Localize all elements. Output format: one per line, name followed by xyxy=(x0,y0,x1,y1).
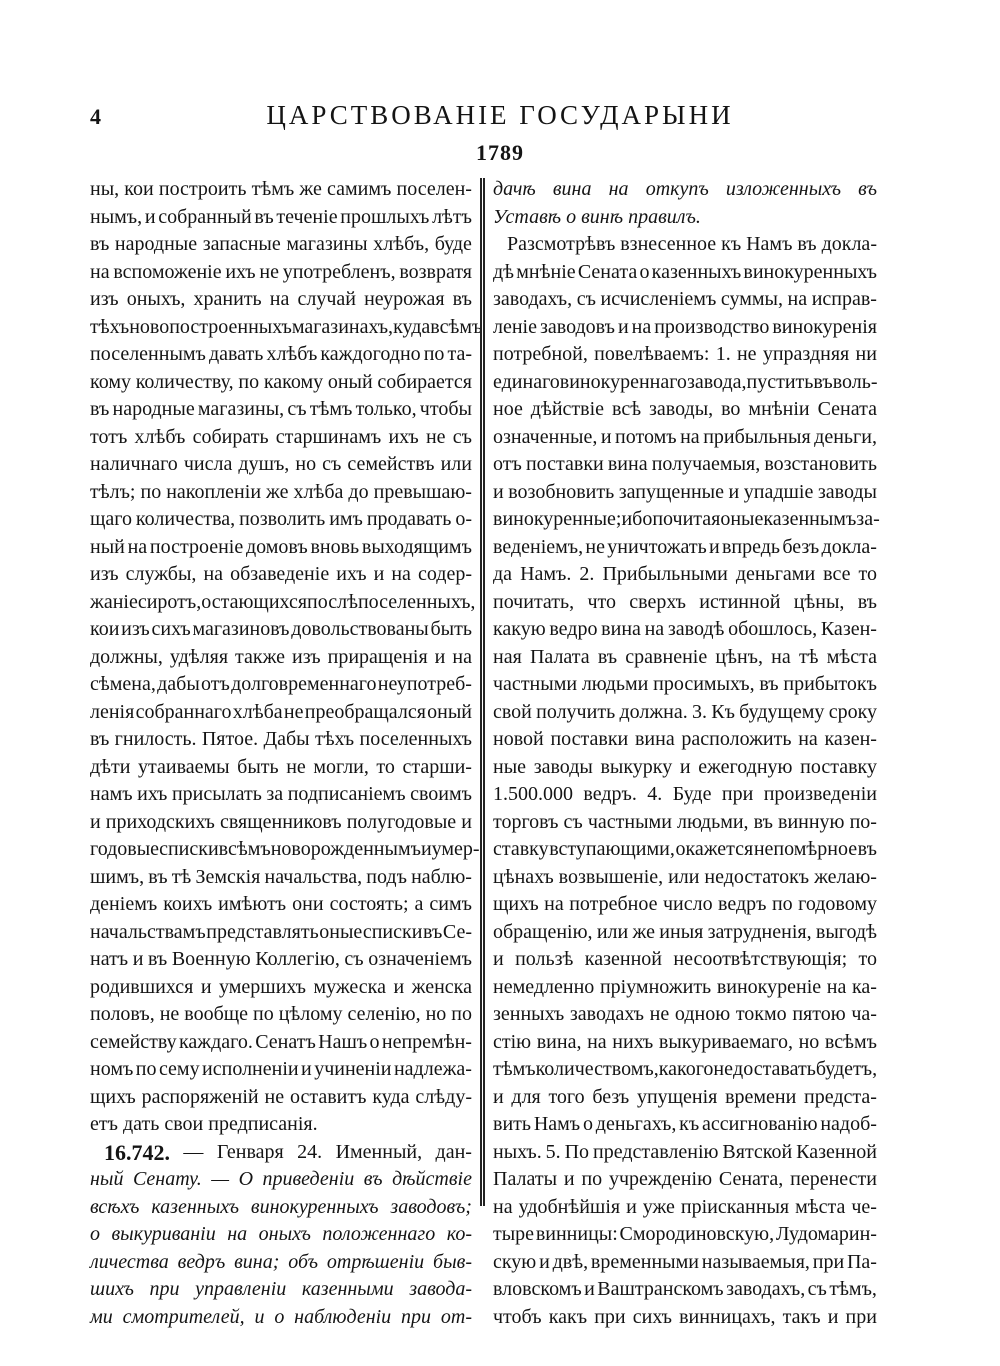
text-line: наличнаго числа душъ, но съ семействъ или xyxy=(90,453,472,475)
text-line: ные заводы выкурку и ежегодную поставку xyxy=(493,755,877,778)
text-line: отъ поставки вина получаемыя, возстановить xyxy=(493,453,877,475)
column-divider xyxy=(480,178,485,1206)
text-line: немедленно пріумножить винокуреніе на ка- xyxy=(493,975,877,998)
text-line: щихъ распоряженій не оставитъ куда слѣду- xyxy=(90,1085,472,1108)
text-line: заводахъ, съ исчисленіемъ суммы, на исправ- xyxy=(493,288,877,310)
text-line: потребной, повелѣваемъ: 1. не упраздняя ни xyxy=(493,343,877,365)
text-line: обращенію, или же иныя затрудненія, выгодѣ xyxy=(493,920,877,943)
text-line: торговъ съ частными людьми, въ винную по- xyxy=(493,810,877,833)
text-line: 16.742. — Генваря 24. Именный, дан- xyxy=(104,1139,472,1165)
text-line: въ народные запасные магазины хлѣбъ, буде xyxy=(90,233,472,255)
text-line: кои изъ сихъ магазиновъ довольствованы быть xyxy=(90,618,472,640)
text-line: и возобновить запущенные и упадшіе заводы xyxy=(493,480,877,503)
text-line: ный на построеніе домовъ вновь выходящимъ xyxy=(90,535,472,558)
text-line: почитать, что сверхъ истинной цѣны, въ xyxy=(493,590,877,613)
text-line: ны, кои построить тѣмъ же самимъ поселен- xyxy=(90,178,472,200)
text-line: изъ оныхъ, хранить на случай неурожая въ xyxy=(90,288,472,310)
text-line: о выкуриваніи на оныхъ положеннаго ко- xyxy=(90,1223,472,1245)
text-line: ленія собраннаго хлѣба не преобращался оный xyxy=(90,700,472,723)
text-line: единаго винокуреннаго завода, пустить въ воль- xyxy=(493,370,878,393)
text-line: ное дѣйствіе всѣ заводы, во мнѣніи Сената xyxy=(493,398,877,420)
text-line: Палаты и по учрежденію Сената, перенести xyxy=(493,1168,877,1190)
text-line: тѣмъ количествомъ, какого не доставать будетъ, xyxy=(493,1058,878,1080)
text-line: ный Сенату. — О приведеніи въ дѣйствіе xyxy=(90,1168,472,1190)
text-line: нымъ, и собранный въ теченіе прошлыхъ лѣтъ xyxy=(90,205,472,228)
text-line: ная Палата въ сравненіе цѣнъ, на тѣ мѣста xyxy=(493,645,877,668)
text-line: кому количеству, по какому оный собирается xyxy=(90,370,472,393)
text-line: стію вина, на нихъ выкуриваемаго, но всѣмъ xyxy=(493,1030,877,1053)
text-line: личества ведръ вина; объ отрѣшеніи быв- xyxy=(90,1250,472,1273)
right-text-column xyxy=(493,176,880,1331)
text-line: да Намъ. 2. Прибыльными деньгами все то xyxy=(493,563,877,585)
text-line: веденіемъ, не уничтожать и впредь безъ докла- xyxy=(493,535,877,558)
year-heading: 1789 xyxy=(476,140,524,165)
text-line: Разсмотрѣвъ взнесенное къ Намъ въ докла- xyxy=(507,233,877,255)
text-line: Уставѣ о винѣ правилъ. xyxy=(493,205,701,228)
text-line: етъ дать свои предписанія. xyxy=(90,1113,318,1135)
text-line: какую ведро вина на заводѣ обошлось, Казен- xyxy=(493,618,877,640)
text-line: дачѣ вина на откупъ изложенныхъ въ xyxy=(493,178,877,200)
text-line: намъ ихъ присылать за подписаніемъ своимъ xyxy=(90,783,472,805)
text-line: на удобнѣйшія и уже пріисканныя мѣста че- xyxy=(493,1195,877,1218)
text-line: частными людьми просимыхъ, въ прибытокъ xyxy=(493,673,877,695)
running-title: ЦАРСТВОВАНІЕ ГОСУДАРЫНИ xyxy=(266,100,734,130)
text-line: половъ, не вообще по цѣлому селенію, но по xyxy=(90,1003,472,1025)
text-line: поселеннымъ давать хлѣбъ каждогодно по та- xyxy=(90,343,472,365)
text-line: ми смотрителей, и о наблюденіи при от- xyxy=(90,1305,472,1328)
text-line: ныхъ. 5. По представленію Вятской Казенной xyxy=(493,1140,877,1163)
text-line: шихъ при управленіи казенными заводa- xyxy=(90,1278,472,1300)
text-line: вить Намъ о деньгахъ, къ ассигнованію надоб- xyxy=(493,1113,877,1135)
text-line: начальствамъ представлять оные списки въ Се- xyxy=(90,920,472,943)
page-number: 4 xyxy=(90,104,101,129)
text-line: 1.500.000 ведръ. 4. Буде при произведеніи xyxy=(493,783,877,805)
text-line: щихъ на потребное число ведръ по годовому xyxy=(493,893,877,915)
text-line: зенныхъ заводахъ не одною токмо пятою ча- xyxy=(493,1003,877,1025)
text-line: шимъ, въ тѣ Земскія начальства, подъ наблю- xyxy=(90,865,472,888)
text-line: изъ службы, на обзаведеніе ихъ и на содер- xyxy=(90,563,472,585)
text-line: и приходскихъ священниковъ полугодовые и xyxy=(90,810,472,833)
text-line: дѣти утаиваемы быть не могли, то старши- xyxy=(90,755,472,778)
text-line: деніемъ коихъ имѣютъ они состоять; а симъ xyxy=(90,893,472,915)
text-line: всѣхъ казенныхъ винокуренныхъ заводовъ; xyxy=(90,1195,472,1218)
text-line: новой поставки вина расположить на казен- xyxy=(493,728,877,750)
text-line: ставку вступающими, окажется непомѣрное въ xyxy=(493,838,877,860)
text-line: годовые списки всѣмъ новорожденнымъ и умер- xyxy=(90,838,480,860)
text-line: дѣ мнѣніе Сената о казенныхъ винокуренныхъ xyxy=(493,260,877,283)
text-line: свой получить должна. 3. Къ будущему сроку xyxy=(493,700,877,723)
text-line: на вспоможеніе ихъ не употребленъ, возвратя xyxy=(90,260,472,283)
text-line: сѣмена, дабы отъ долговременнаго неупотреб- xyxy=(90,673,472,695)
text-line: семейству каждаго. Сенатъ Нашъ о непремѣн- xyxy=(90,1030,472,1053)
text-line: и для того безъ упущенія времени предста- xyxy=(493,1085,877,1108)
left-text-column xyxy=(90,176,483,1331)
text-line: скую и двѣ, временными называемыя, при Па- xyxy=(493,1250,877,1273)
text-line: въ народные магазины, съ тѣмъ только, чтобы xyxy=(90,398,472,420)
text-line: вловскомъ и Ваштранскомъ заводахъ, съ тѣмъ, xyxy=(493,1278,877,1300)
text-line: леніе заводовъ и на производство винокуренія xyxy=(493,315,877,338)
text-line: цѣнахъ возвышеніе, или недостатокъ желаю- xyxy=(493,865,877,888)
text-line: означенные, и потомъ на прибыльныя деньги, xyxy=(493,425,877,448)
text-line: тѣхъ новопостроенныхъ магазинахъ, куда всѣмъ xyxy=(90,315,483,338)
text-line: тыре винницы: Смородиновскую, Лудомарин- xyxy=(493,1223,877,1245)
text-line: щаго количества, позволить имъ продавать о- xyxy=(90,508,472,530)
text-line: чтобъ какъ при сихъ винницахъ, такъ и при xyxy=(493,1305,877,1328)
text-line: родившихся и умершихъ мужеска и женска xyxy=(90,975,472,998)
text-line: въ гнилость. Пятое. Дабы тѣхъ поселенныхъ xyxy=(90,728,472,750)
text-line: натъ и въ Военную Коллегію, съ означеніемъ xyxy=(90,948,472,970)
text-line: должны, удѣляя также изъ приращенія и на xyxy=(90,645,472,668)
text-line: винокуренные; ибо почитая оные казеннымъ за- xyxy=(493,508,880,530)
text-line: номъ по сему исполненіи и учиненіи надлежа- xyxy=(90,1058,472,1080)
text-line: и пользѣ казенной несоотвѣтствующія; то xyxy=(493,948,877,970)
text-line: тотъ хлѣбъ собирать старшинамъ ихъ не съ xyxy=(90,425,472,448)
text-line: тѣлъ; по накопленіи же хлѣба до превышаю- xyxy=(90,480,472,503)
text-line: жаніе сиротъ, остающихся послѣ поселенныхъ, xyxy=(90,590,476,613)
